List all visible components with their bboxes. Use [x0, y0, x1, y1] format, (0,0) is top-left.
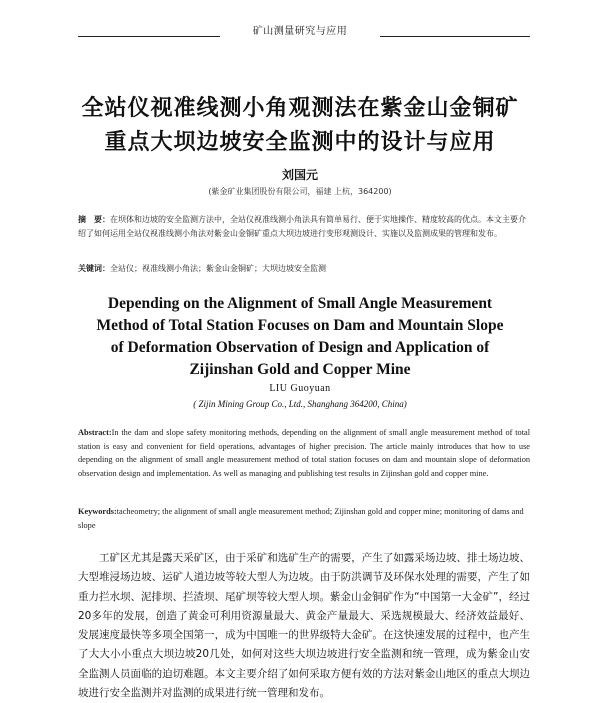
journal-name: 矿山测量研究与应用 — [220, 22, 380, 37]
chinese-title-line-2: 重点大坝边坡安全监测中的设计与应用 — [104, 129, 496, 155]
english-title-line-4: Zijinshan Gold and Copper Mine — [189, 361, 411, 378]
english-title-line-3: of Deformation Observation of Design and Application of — [110, 339, 490, 356]
chinese-abstract-label: 摘 要： — [78, 215, 110, 224]
english-abstract-text: In the dam and slope safety monitoring methods, depending on the alignment of small angle measurement method of total station is easy and convenient for field operations, advantages of higher precision. The article mainly introduces that how to use depending on the alignment of small angle measurement method of total station focuses on dam and mountain slope of deformation observation design and implementation. As well as managing and publishing test results in Zijinshan gold and copper mine. — [78, 428, 530, 478]
english-title-line-1: Depending on the Alignment of Small Angle Measurement — [107, 295, 493, 312]
chinese-affiliation: (紫金矿业集团股份有限公司，福建 上杭，364200) — [208, 187, 392, 196]
english-keywords-label: Keywords: — [78, 507, 117, 516]
chinese-title-line-1: 全站仪视准线测小角观测法在紫金山金铜矿 — [81, 95, 519, 121]
running-header — [0, 20, 600, 42]
english-keywords-text: tacheometry; the alignment of small angle measurement method; Zijinshan gold and copper mine; monitoring of dams and slope — [78, 507, 524, 530]
chinese-keywords — [78, 263, 528, 274]
chinese-author: 刘国元 — [281, 168, 318, 182]
chinese-keywords-label: 关键词： — [78, 264, 110, 273]
chinese-abstract-text: 在坝体和边坡的安全监测方法中，全站仪视准线测小角法具有简单易行、便于实地操作、精度较高的优点。本文主要介绍了如何运用全站仪视准线测小角法对紫金山金铜矿重点大坝边坡进行变形观测设计、实施以及监测成果的管理和发布。 — [78, 215, 526, 238]
chinese-abstract — [78, 213, 528, 241]
english-title-line-2: Method of Total Station Focuses on Dam and Mountain Slope — [96, 317, 504, 334]
english-keywords — [78, 505, 530, 532]
english-affiliation: ( Zijin Mining Group Co., Ltd., Shanghang 364200, China) — [193, 399, 407, 409]
english-abstract — [78, 426, 530, 480]
english-abstract-label: Abstract: — [78, 428, 112, 437]
english-author: LIU Guoyuan — [269, 383, 331, 394]
body-text — [78, 549, 530, 703]
chinese-keywords-text: 全站仪；视准线测小角法；紫金山金铜矿；大坝边坡安全监测 — [110, 264, 326, 273]
body-paragraph: 工矿区尤其是露天采矿区，由于采矿和选矿生产的需要，产生了如露采场边坡、排土场边坡、大型堆浸场边坡、运矿人道边坡等较大型人为边坡。由于防洪调节及环保水处理的需要，产生了如重力拦水坝、泥排坝、拦渣坝、尾矿坝等较大型人坝。紫金山金铜矿作为“中国第一大金矿”，经过20多年的发展，创造了黄金可利用资源量最大、黄金产量最大、采选规模最大、经济效益最好、发展速度最快等多项全国第一，成为中国唯一的世界级特大金矿。在这快速发展的过程中，也产生了大大小小重点大坝边坡20几处，如何对这些大坝边坡进行安全监测和统一管理，成为紫金山安全监测人员面临的迫切难题。本文主要介绍了如何采取方便有效的方法对紫金山地区的重点大坝边坡进行安全监测并对监测的成果进行统一管理和发布。 — [78, 552, 530, 700]
